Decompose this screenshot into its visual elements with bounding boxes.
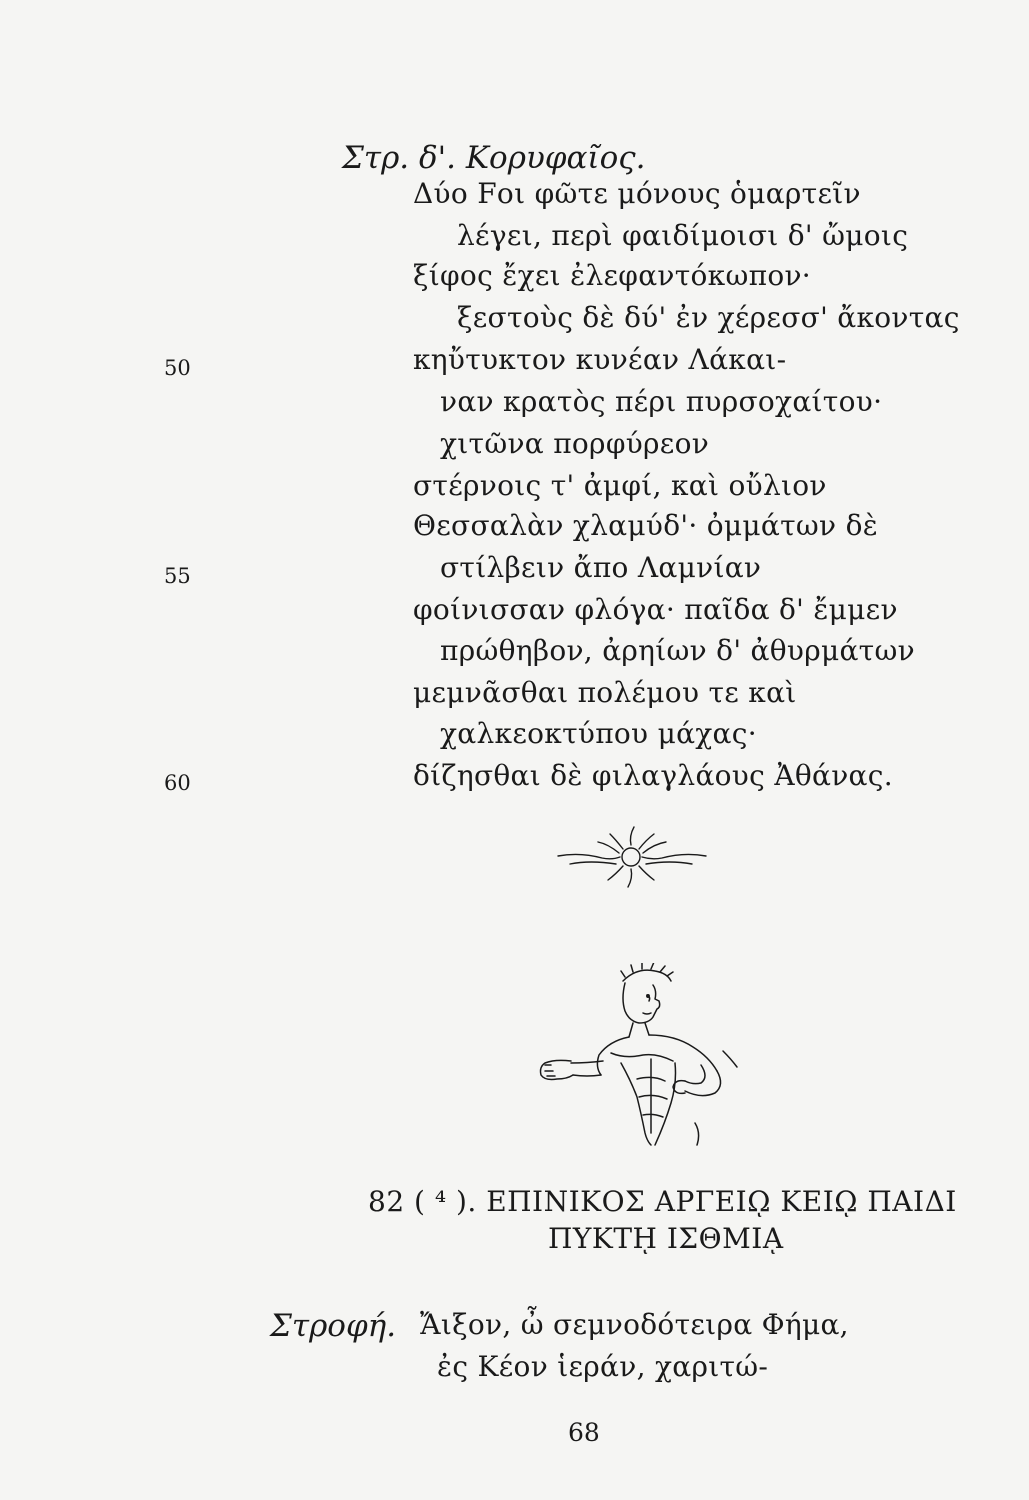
verse-line: στίλβειν ἄπο Λαμνίαν bbox=[440, 551, 762, 584]
verse-line: χιτῶνα πορφύρεον bbox=[440, 427, 710, 460]
verse-line: πρώθηβον, ἀρηίων δ' ἀθυρμάτων bbox=[440, 634, 915, 667]
line-number: 50 bbox=[164, 356, 191, 380]
verse-line: μεμνᾶσθαι πολέμου τε καὶ bbox=[413, 676, 797, 709]
verse-line: λέγει, περὶ φαιδίμοισι δ' ὤμοις bbox=[457, 219, 909, 252]
verse-line: ναν κρατὸς πέρι πυρσοχαίτου· bbox=[440, 385, 883, 418]
verse-line: στέρνοις τ' ἀμφί, καὶ οὔλιον bbox=[413, 469, 827, 502]
verse-line: Θεσσαλὰν χλαμύδ'· ὀμμάτων δὲ bbox=[413, 509, 879, 542]
verse-line: ξίφος ἔχει ἐλεφαντόκωπον· bbox=[413, 259, 811, 292]
verse-line: Ἄιξον, ὦ σεμνοδότειρα Φήμα, bbox=[420, 1308, 849, 1341]
sun-ornament-icon bbox=[550, 822, 712, 892]
verse-line: κηὔτυκτον κυνέαν Λάκαι- bbox=[413, 343, 787, 376]
verse-line: ἐς Κέον ἱεράν, χαριτώ- bbox=[437, 1350, 769, 1383]
strophe-label: Στροφή. bbox=[270, 1308, 397, 1344]
verse-line: φοίνισσαν φλόγα· παῖδα δ' ἔμμεν bbox=[413, 593, 898, 626]
verse-line: Δύο Fοι φῶτε μόνους ὁμαρτεῖν bbox=[413, 177, 861, 210]
section-heading: Στρ. δ'. Κορυφαῖος. bbox=[342, 140, 646, 176]
verse-line: δίζησθαι δὲ φιλαγλάους Ἀθάνας. bbox=[413, 759, 893, 792]
verse-line: χαλκεοκτύπου μάχας· bbox=[440, 717, 757, 750]
verse-line: ξεστοὺς δὲ δύ' ἐν χέρεσσ' ἄκοντας bbox=[457, 301, 960, 334]
poem-title-continued: ΠΥΚΤῌ ΙΣΘΜΙᾼ bbox=[548, 1222, 784, 1255]
page-number: 68 bbox=[568, 1418, 600, 1447]
line-number: 60 bbox=[164, 771, 191, 795]
line-number: 55 bbox=[164, 564, 191, 588]
poem-title: 82 ( ⁴ ). ΕΠΙΝΙΚΟΣ ΑΡΓΕΙῼ ΚΕΙῼ ΠΑΙΔΙ bbox=[368, 1185, 957, 1218]
boxer-figure-illustration bbox=[525, 963, 765, 1158]
